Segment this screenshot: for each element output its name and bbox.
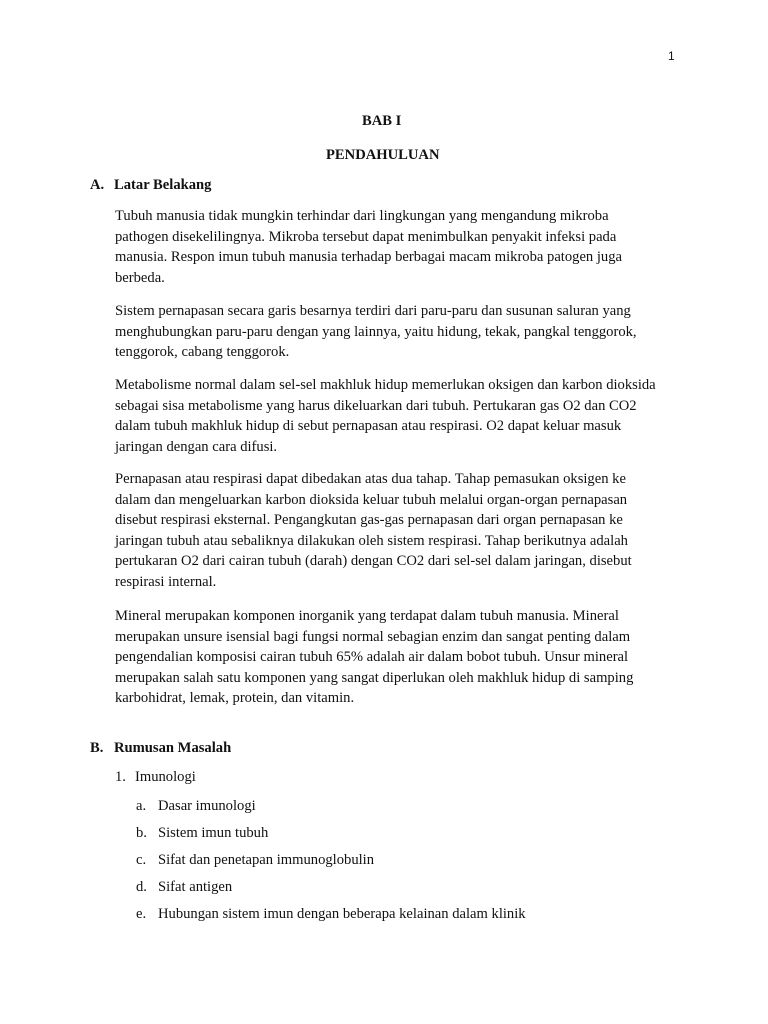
sub-list-label: Dasar imunologi — [158, 798, 256, 814]
list-item — [115, 769, 196, 786]
sub-list-marker: e. — [136, 906, 147, 922]
paragraph: Metabolisme normal dalam sel-sel makhluk hidup memerlukan oksigen dan karbon dioksida sebagai sisa metabolisme yang harus dikeluarkan dari tubuh. Pertukaran gas O2 dan CO2 dalam tubuh makhluk hidup di sebut pernapasan atau respirasi. O2 dapat keluar masuk jaringan dengan cara difusi. — [115, 377, 656, 455]
paragraph: Mineral merupakan komponen inorganik yang terdapat dalam tubuh manusia. Mineral merupakan unsure isensial bagi fungsi normal sebagian enzim dan sangat penting dalam pengendalian komposisi cairan tubuh 65% adalah air dalam bobot tubuh. Unsur mineral merupakan salah satu komponen yang sangat diperlukan oleh makhluk hidup di samping karbohidrat, lemak, protein, dan vitamin. — [115, 608, 634, 706]
section-heading-rumusan-masalah — [90, 740, 231, 757]
sub-list-label: Sifat dan penetapan immunoglobulin — [158, 852, 375, 868]
sub-list-item — [136, 798, 256, 815]
section-letter: A. — [90, 177, 105, 193]
section-heading-latar-belakang — [90, 177, 211, 194]
page-number: 1 — [668, 49, 675, 63]
sub-list-label: Sifat antigen — [158, 879, 233, 895]
list-marker: 1. — [115, 769, 126, 785]
sub-list-label: Hubungan sistem imun dengan beberapa kelainan dalam klinik — [158, 906, 526, 922]
paragraph: Sistem pernapasan secara garis besarnya terdiri dari paru-paru dan susunan saluran yang menghubungkan paru-paru dengan yang lainnya, yaitu hidung, tekak, pangkal tenggorok, tenggorok, cabang tenggorok. — [115, 303, 637, 360]
section-title: Latar Belakang — [114, 177, 212, 193]
sub-list-item — [136, 879, 232, 896]
section-letter: B. — [90, 740, 104, 756]
sub-list-marker: b. — [136, 825, 147, 841]
sub-list-item — [136, 906, 526, 923]
sub-list-marker: c. — [136, 852, 147, 868]
list-item-label: Imunologi — [135, 769, 196, 785]
paragraph: Pernapasan atau respirasi dapat dibedakan atas dua tahap. Tahap pemasukan oksigen ke dalam dan mengeluarkan karbon dioksida keluar tubuh melalui organ-organ pernapasan disebut respirasi eksternal. Pengangkutan gas-gas pernapasan dari organ pernapasan ke jaringan tubuh atau sebaliknya dilakukan oleh sistem respirasi. Tahap berikutnya adalah pertukaran O2 dari cairan tubuh (darah) dengan CO2 dari sel-sel dalam jaringan, disebut respirasi internal. — [115, 471, 632, 590]
sub-list-item — [136, 852, 374, 869]
chapter-number: BAB I — [362, 113, 402, 129]
sub-list-marker: a. — [136, 798, 147, 814]
sub-list-marker: d. — [136, 879, 147, 895]
chapter-title: PENDAHULUAN — [326, 147, 440, 163]
section-title: Rumusan Masalah — [114, 740, 232, 756]
paragraph: Tubuh manusia tidak mungkin terhindar dari lingkungan yang mengandung mikroba pathogen disekelilingnya. Mikroba tersebut dapat menimbulkan penyakit infeksi pada manusia. Respon imun tubuh manusia terhadap berbagai macam mikroba patogen juga berbeda. — [115, 208, 622, 286]
sub-list-item — [136, 825, 268, 842]
sub-list-label: Sistem imun tubuh — [158, 825, 269, 841]
